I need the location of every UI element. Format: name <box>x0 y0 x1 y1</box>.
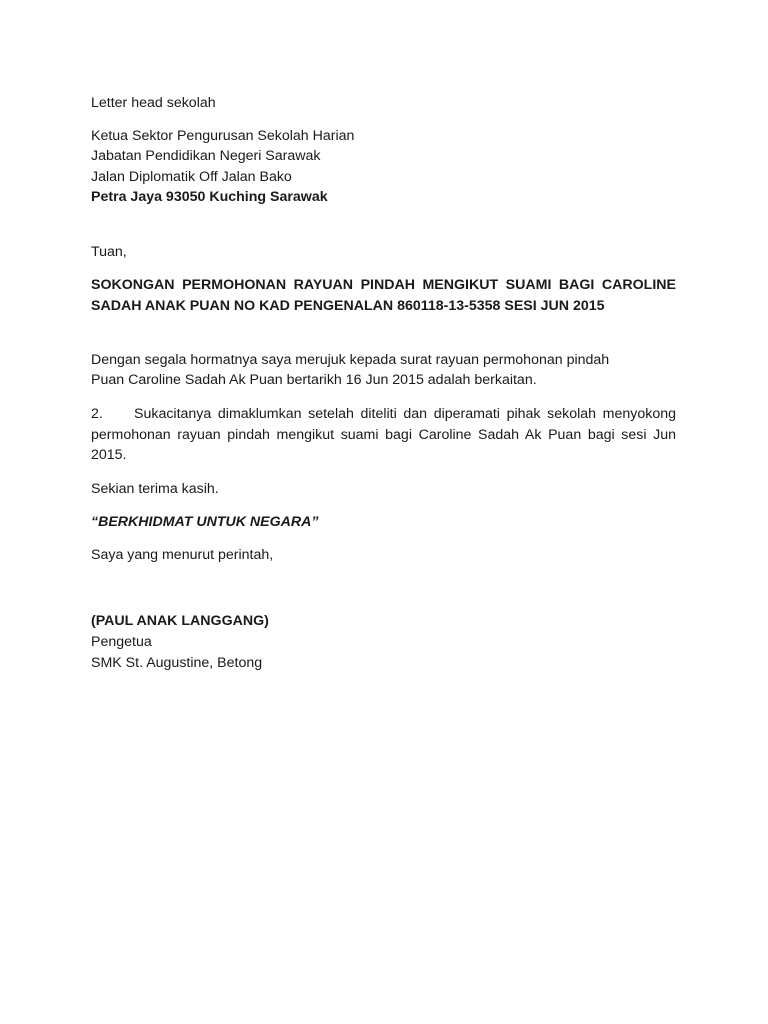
recipient-line-3: Jalan Diplomatik Off Jalan Bako <box>91 169 292 185</box>
paragraph-2 <box>91 404 676 466</box>
signatory-school: SMK St. Augustine, Betong <box>91 655 263 671</box>
subject-heading: SOKONGAN PERMOHONAN RAYUAN PINDAH MENGIKUT SUAMI BAGI CAROLINE SADAH ANAK PUAN NO KAD PENGENALAN 860118-13-5358 SESI JUN 2015 <box>91 277 676 314</box>
recipient-line-4: Petra Jaya 93050 Kuching Sarawak <box>91 189 328 205</box>
yours-faithfully: Saya yang menurut perintah, <box>91 547 274 563</box>
closing-text: Sekian terima kasih. <box>91 481 219 497</box>
salutation: Tuan, <box>91 244 127 260</box>
paragraph-2-number: 2. <box>91 406 103 422</box>
paragraph-1-line-2: Puan Caroline Sadah Ak Puan bertarikh 16 Jun 2015 adalah berkaitan. <box>91 372 537 388</box>
letterhead-placeholder: Letter head sekolah <box>91 95 216 111</box>
motto: “BERKHIDMAT UNTUK NEGARA” <box>91 514 319 530</box>
recipient-line-2: Jabatan Pendidikan Negeri Sarawak <box>91 148 321 164</box>
signatory-name: (PAUL ANAK LANGGANG) <box>91 613 269 629</box>
paragraph-1-line-1: Dengan segala hormatnya saya merujuk kepada surat rayuan permohonan pindah <box>91 352 610 368</box>
signatory-title: Pengetua <box>91 634 152 650</box>
paragraph-2-text: Sukacitanya dimaklumkan setelah diteliti dan diperamati pihak sekolah menyokong permohonan rayuan pindah mengikut suami bagi Caroline Sadah Ak Puan bagi sesi Jun 2015. <box>91 406 676 463</box>
recipient-line-1: Ketua Sektor Pengurusan Sekolah Harian <box>91 128 355 144</box>
